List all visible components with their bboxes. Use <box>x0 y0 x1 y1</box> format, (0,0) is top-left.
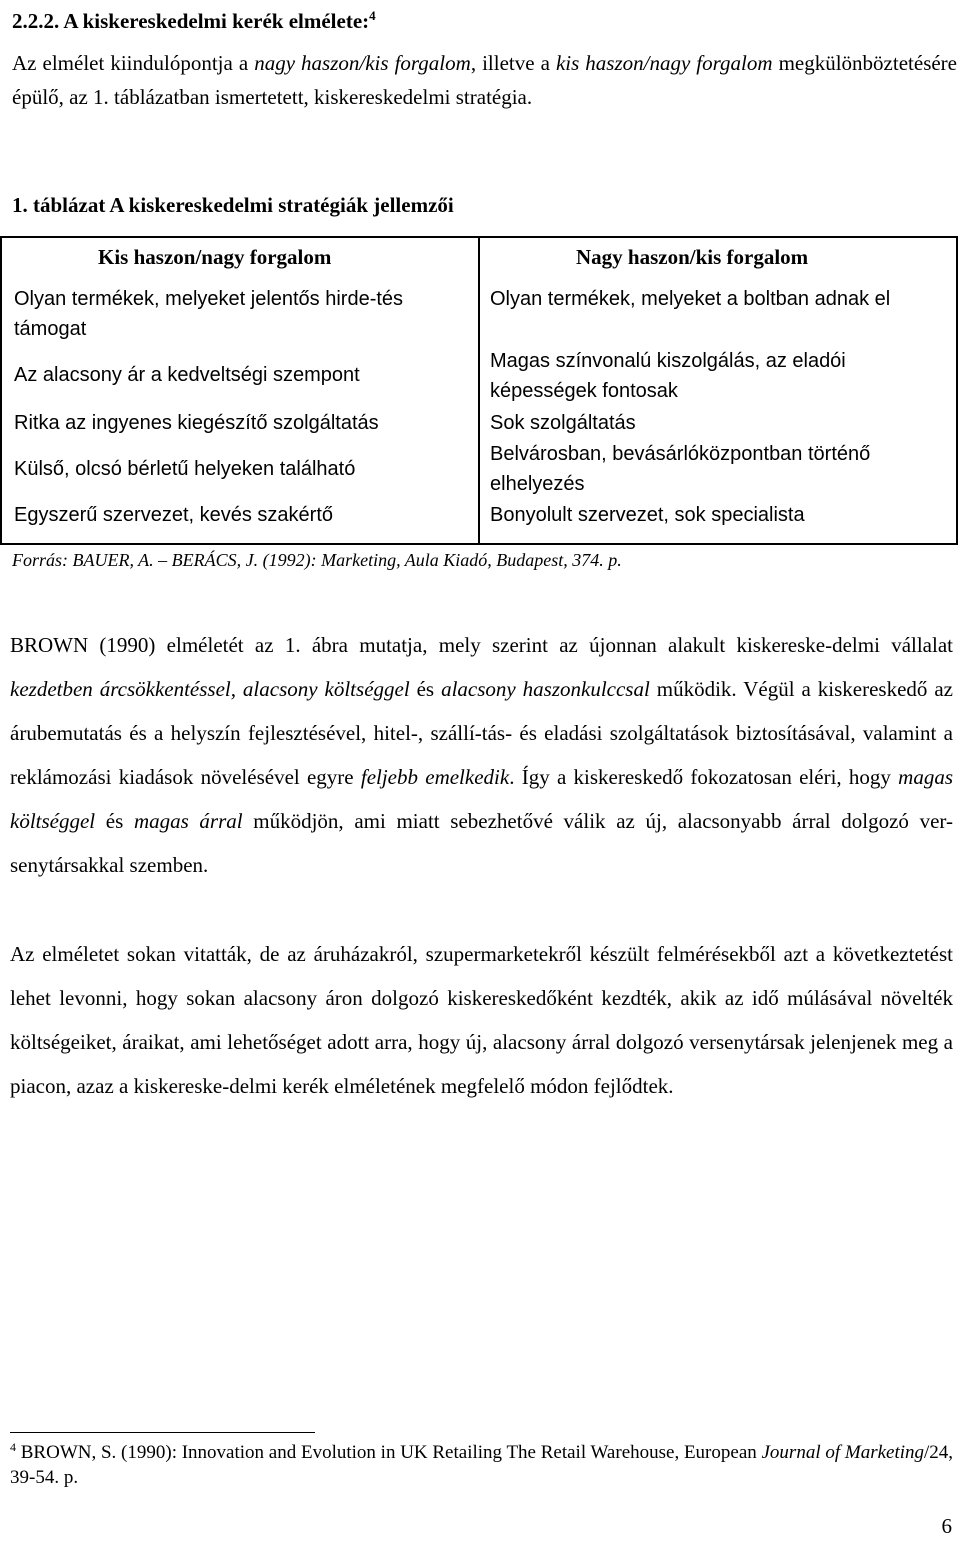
table-cell-right-5: Bonyolult szervezet, sok specialista <box>490 504 805 526</box>
table-cell-left-2: Az alacsony ár a kedveltségi szempont <box>14 364 360 386</box>
para1-text-3: működik. Végül a kiskereskedő az árubemutatás és a helyszín fejlesztésével, hitel-, szállí-tás- és eladási szolgáltatások biztosításával, valamint a reklámozási kiadások növelésével egyre <box>10 677 953 789</box>
table-cell-left-3: Ritka az ingyenes kiegészítő szolgáltatás <box>14 412 379 434</box>
para2-text: Az elméletet sokan vitatták, de az áruházakról, szupermarketekről készült felmérésekből azt a következtetést lehet levonni, hogy sokan alacsony áron dolgozó kiskereskedőként kezdték, akik az idő múlásával növelték költségeiket, áraikat, ami lehetőséget adott arra, hogy új, alacsony árral dolgozó versenytársak jelenjenek meg a piacon, azaz a kiskereske-delmi kerék elméletének megfelelő módon fejlődtek. <box>10 942 953 1098</box>
footnote-ref[interactable]: 4 <box>369 8 376 23</box>
para1-emphasis-2: alacsony haszonkulccsal <box>441 677 650 701</box>
intro-text-1: Az elmélet kiindulópontja a <box>12 51 255 75</box>
table-source: Forrás: BAUER, A. – BERÁCS, J. (1992): Marketing, Aula Kiadó, Budapest, 374. p. <box>12 550 622 570</box>
footnote-separator <box>10 1432 315 1433</box>
table-caption: 1. táblázat A kiskereskedelmi stratégiák jellemzői <box>12 193 454 217</box>
table-cell-left-4: Külső, olcsó bérletű helyeken található <box>14 458 356 480</box>
para1-text-5: és <box>95 809 134 833</box>
section-heading <box>12 8 376 34</box>
footnote-number: 4 <box>10 1440 16 1454</box>
footnote-text-2: /24, 39-54. p. <box>10 1442 954 1488</box>
strategy-table <box>0 236 958 545</box>
table-cell-right-4: Belvárosban, bevásárlóközpontban történő elhelyezés <box>490 443 871 495</box>
para1-text-1: BROWN (1990) elméletét az 1. ábra mutatja, mely szerint az újonnan alakult kiskereske-delmi vállalat <box>10 633 953 657</box>
table-cell-right-1: Olyan termékek, melyeket a boltban adnak el <box>490 288 891 310</box>
table-cell-left-5: Egyszerű szervezet, kevés szakértő <box>14 504 334 526</box>
table-header-right: Nagy haszon/kis forgalom <box>576 245 809 269</box>
para1-emphasis-4: magas költséggel <box>10 765 953 833</box>
para1-text-4: . Így a kiskereskedő fokozatosan eléri, hogy <box>509 765 899 789</box>
table-cell-right-3: Sok szolgáltatás <box>490 412 636 434</box>
footnote <box>10 1440 955 1490</box>
footnote-text-1: BROWN, S. (1990): Innovation and Evolution in UK Retailing The Retail Warehouse, European <box>20 1442 762 1463</box>
para1-emphasis-1: kezdetben árcsökkentéssel, alacsony költséggel <box>10 677 410 701</box>
para1-emphasis-3: feljebb emelkedik <box>360 765 510 789</box>
intro-emphasis-1: nagy haszon/kis forgalom <box>254 51 471 75</box>
body-paragraph-2 <box>10 932 953 1108</box>
intro-text-2: , illetve a <box>470 51 556 75</box>
footnote-journal: Journal of Marketing <box>761 1442 925 1463</box>
intro-emphasis-2: kis haszon/nagy forgalom <box>555 51 773 75</box>
para1-emphasis-5: magas árral <box>133 809 243 833</box>
section-heading-text: 2.2.2. A kiskereskedelmi kerék elmélete: <box>12 9 370 33</box>
intro-paragraph <box>12 46 957 114</box>
para1-text-2: és <box>409 677 442 701</box>
table-cell-left-1: Olyan termékek, melyeket jelentős hirde-tés támogat <box>14 288 404 340</box>
table-header-left: Kis haszon/nagy forgalom <box>98 245 332 269</box>
page-number: 6 <box>941 1514 952 1538</box>
body-paragraph-1 <box>10 623 953 887</box>
intro-text-3: megkülönböztetésére épülő, az 1. táblázatban ismertetett, kiskereskedelmi stratégia. <box>12 51 957 109</box>
para1-text-6: működjön, ami miatt sebezhetővé válik az új, alacsonyabb árral dolgozó ver-senytársakkal szemben. <box>10 809 953 877</box>
table-column-divider <box>478 238 480 543</box>
table-cell-right-2: Magas színvonalú kiszolgálás, az eladói képességek fontosak <box>490 350 846 402</box>
